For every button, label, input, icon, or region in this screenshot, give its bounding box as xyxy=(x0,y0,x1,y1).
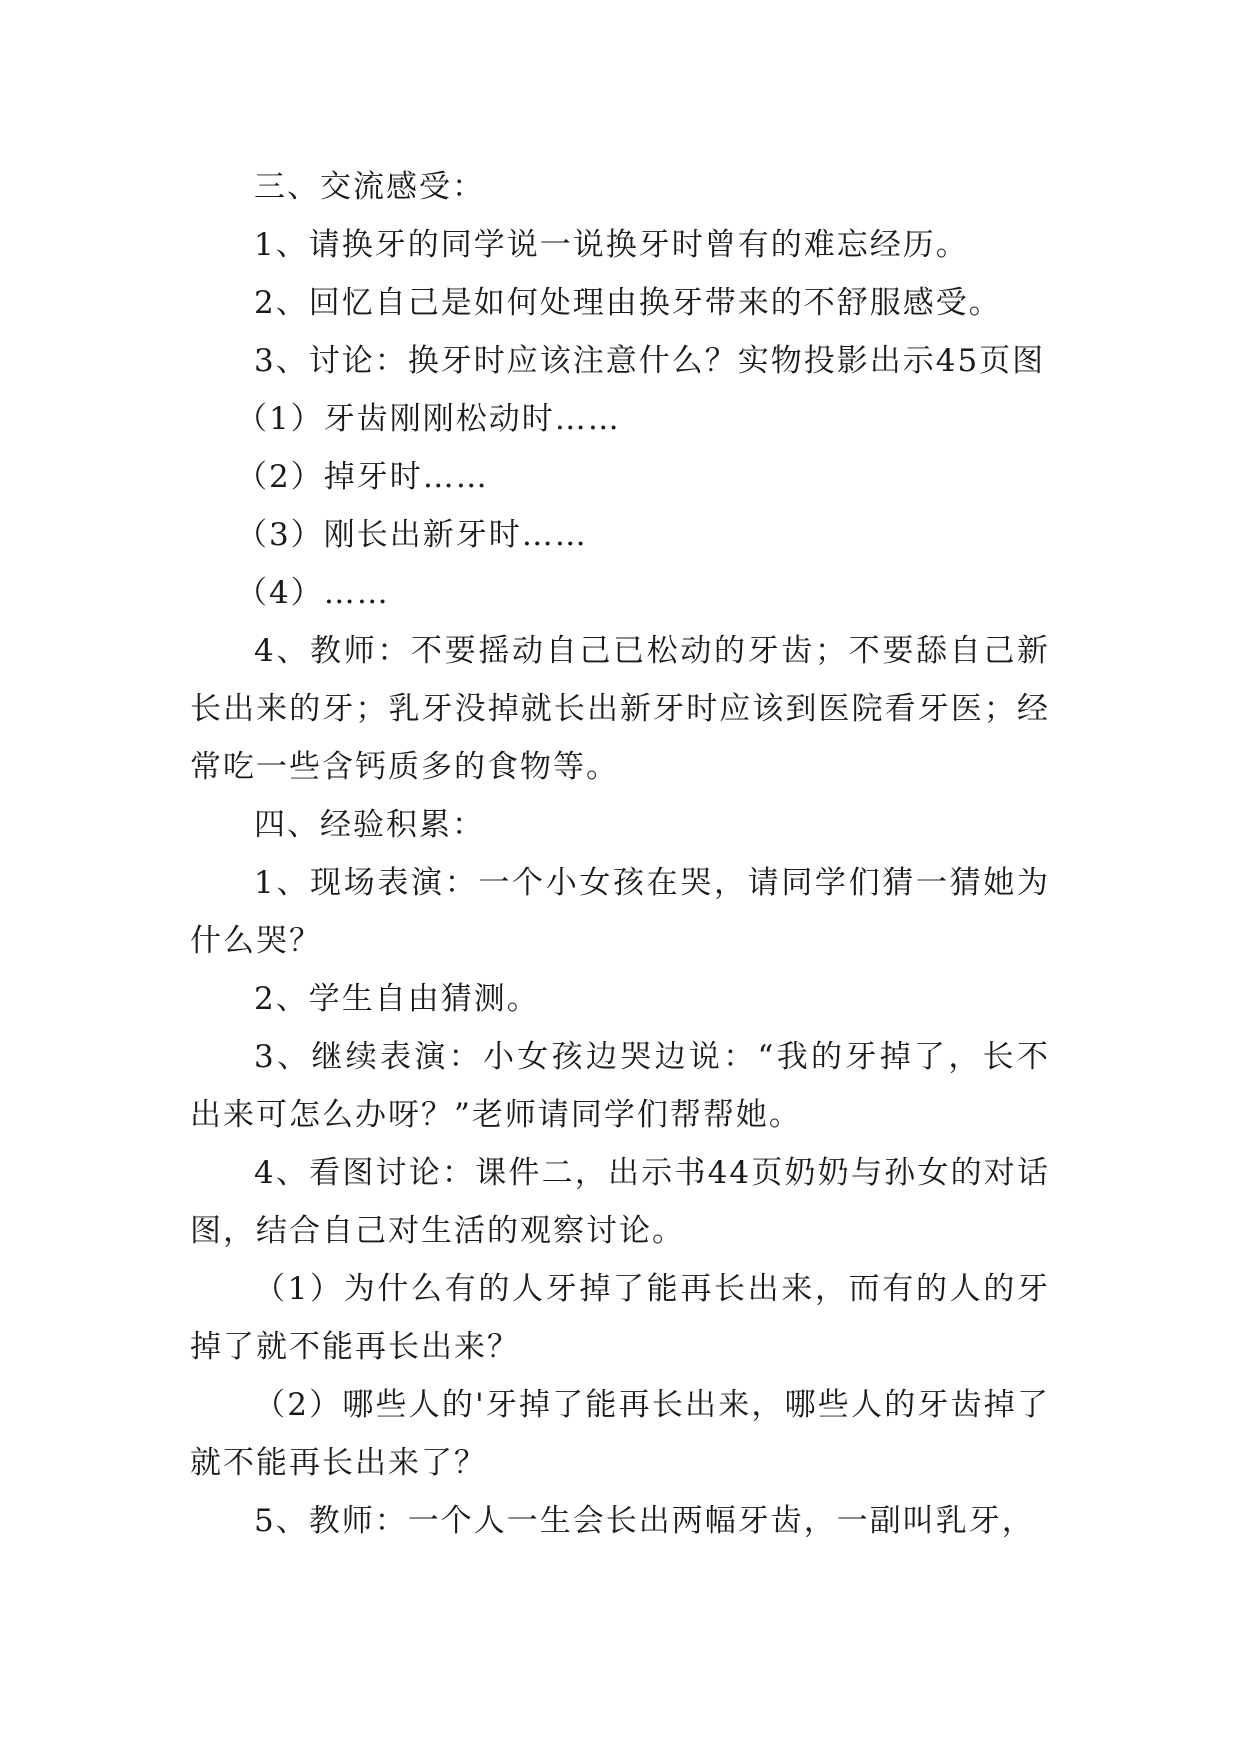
paragraph: 4、教师：不要摇动自己已松动的牙齿；不要舔自己新长出来的牙；乳牙没掉就长出新牙时应该到医院看牙医；经常吃一些含钙质多的食物等。 xyxy=(190,633,1050,785)
paragraph: 2、学生自由猜测。 xyxy=(254,981,540,1017)
list-item: （2）掉牙时…… xyxy=(236,459,489,495)
paragraph: 4、看图讨论：课件二，出示书44页奶奶与孙女的对话图，结合自己对生活的观察讨论。 xyxy=(190,1155,1050,1249)
section-heading-3: 三、交流感受： xyxy=(254,169,485,205)
paragraph: 1、请换牙的同学说一说换牙时曾有的难忘经历。 xyxy=(254,227,969,263)
list-item: （2）哪些人的'牙掉了能再长出来，哪些人的牙齿掉了就不能再长出来了？ xyxy=(190,1387,1050,1481)
section-heading-4: 四、经验积累： xyxy=(254,807,485,843)
paragraph: 2、回忆自己是如何处理由换牙带来的不舒服感受。 xyxy=(254,285,1002,321)
paragraph: 3、讨论：换牙时应该注意什么？实物投影出示45页图 xyxy=(254,343,1046,379)
document-body xyxy=(190,158,1050,1550)
list-item: （4）…… xyxy=(236,575,390,611)
list-item: （1）牙齿刚刚松动时…… xyxy=(236,401,621,437)
paragraph: 1、现场表演：一个小女孩在哭，请同学们猜一猜她为什么哭？ xyxy=(190,865,1050,959)
paragraph: 5、教师：一个人一生会长出两幅牙齿，一副叫乳牙， xyxy=(254,1503,1035,1539)
list-item: （3）刚长出新牙时…… xyxy=(236,517,588,553)
paragraph: 3、继续表演：小女孩边哭边说：“我的牙掉了，长不出来可怎么办呀？”老师请同学们帮帮她。 xyxy=(190,1039,1050,1133)
list-item: （1）为什么有的人牙掉了能再长出来，而有的人的牙掉了就不能再长出来？ xyxy=(190,1271,1050,1365)
